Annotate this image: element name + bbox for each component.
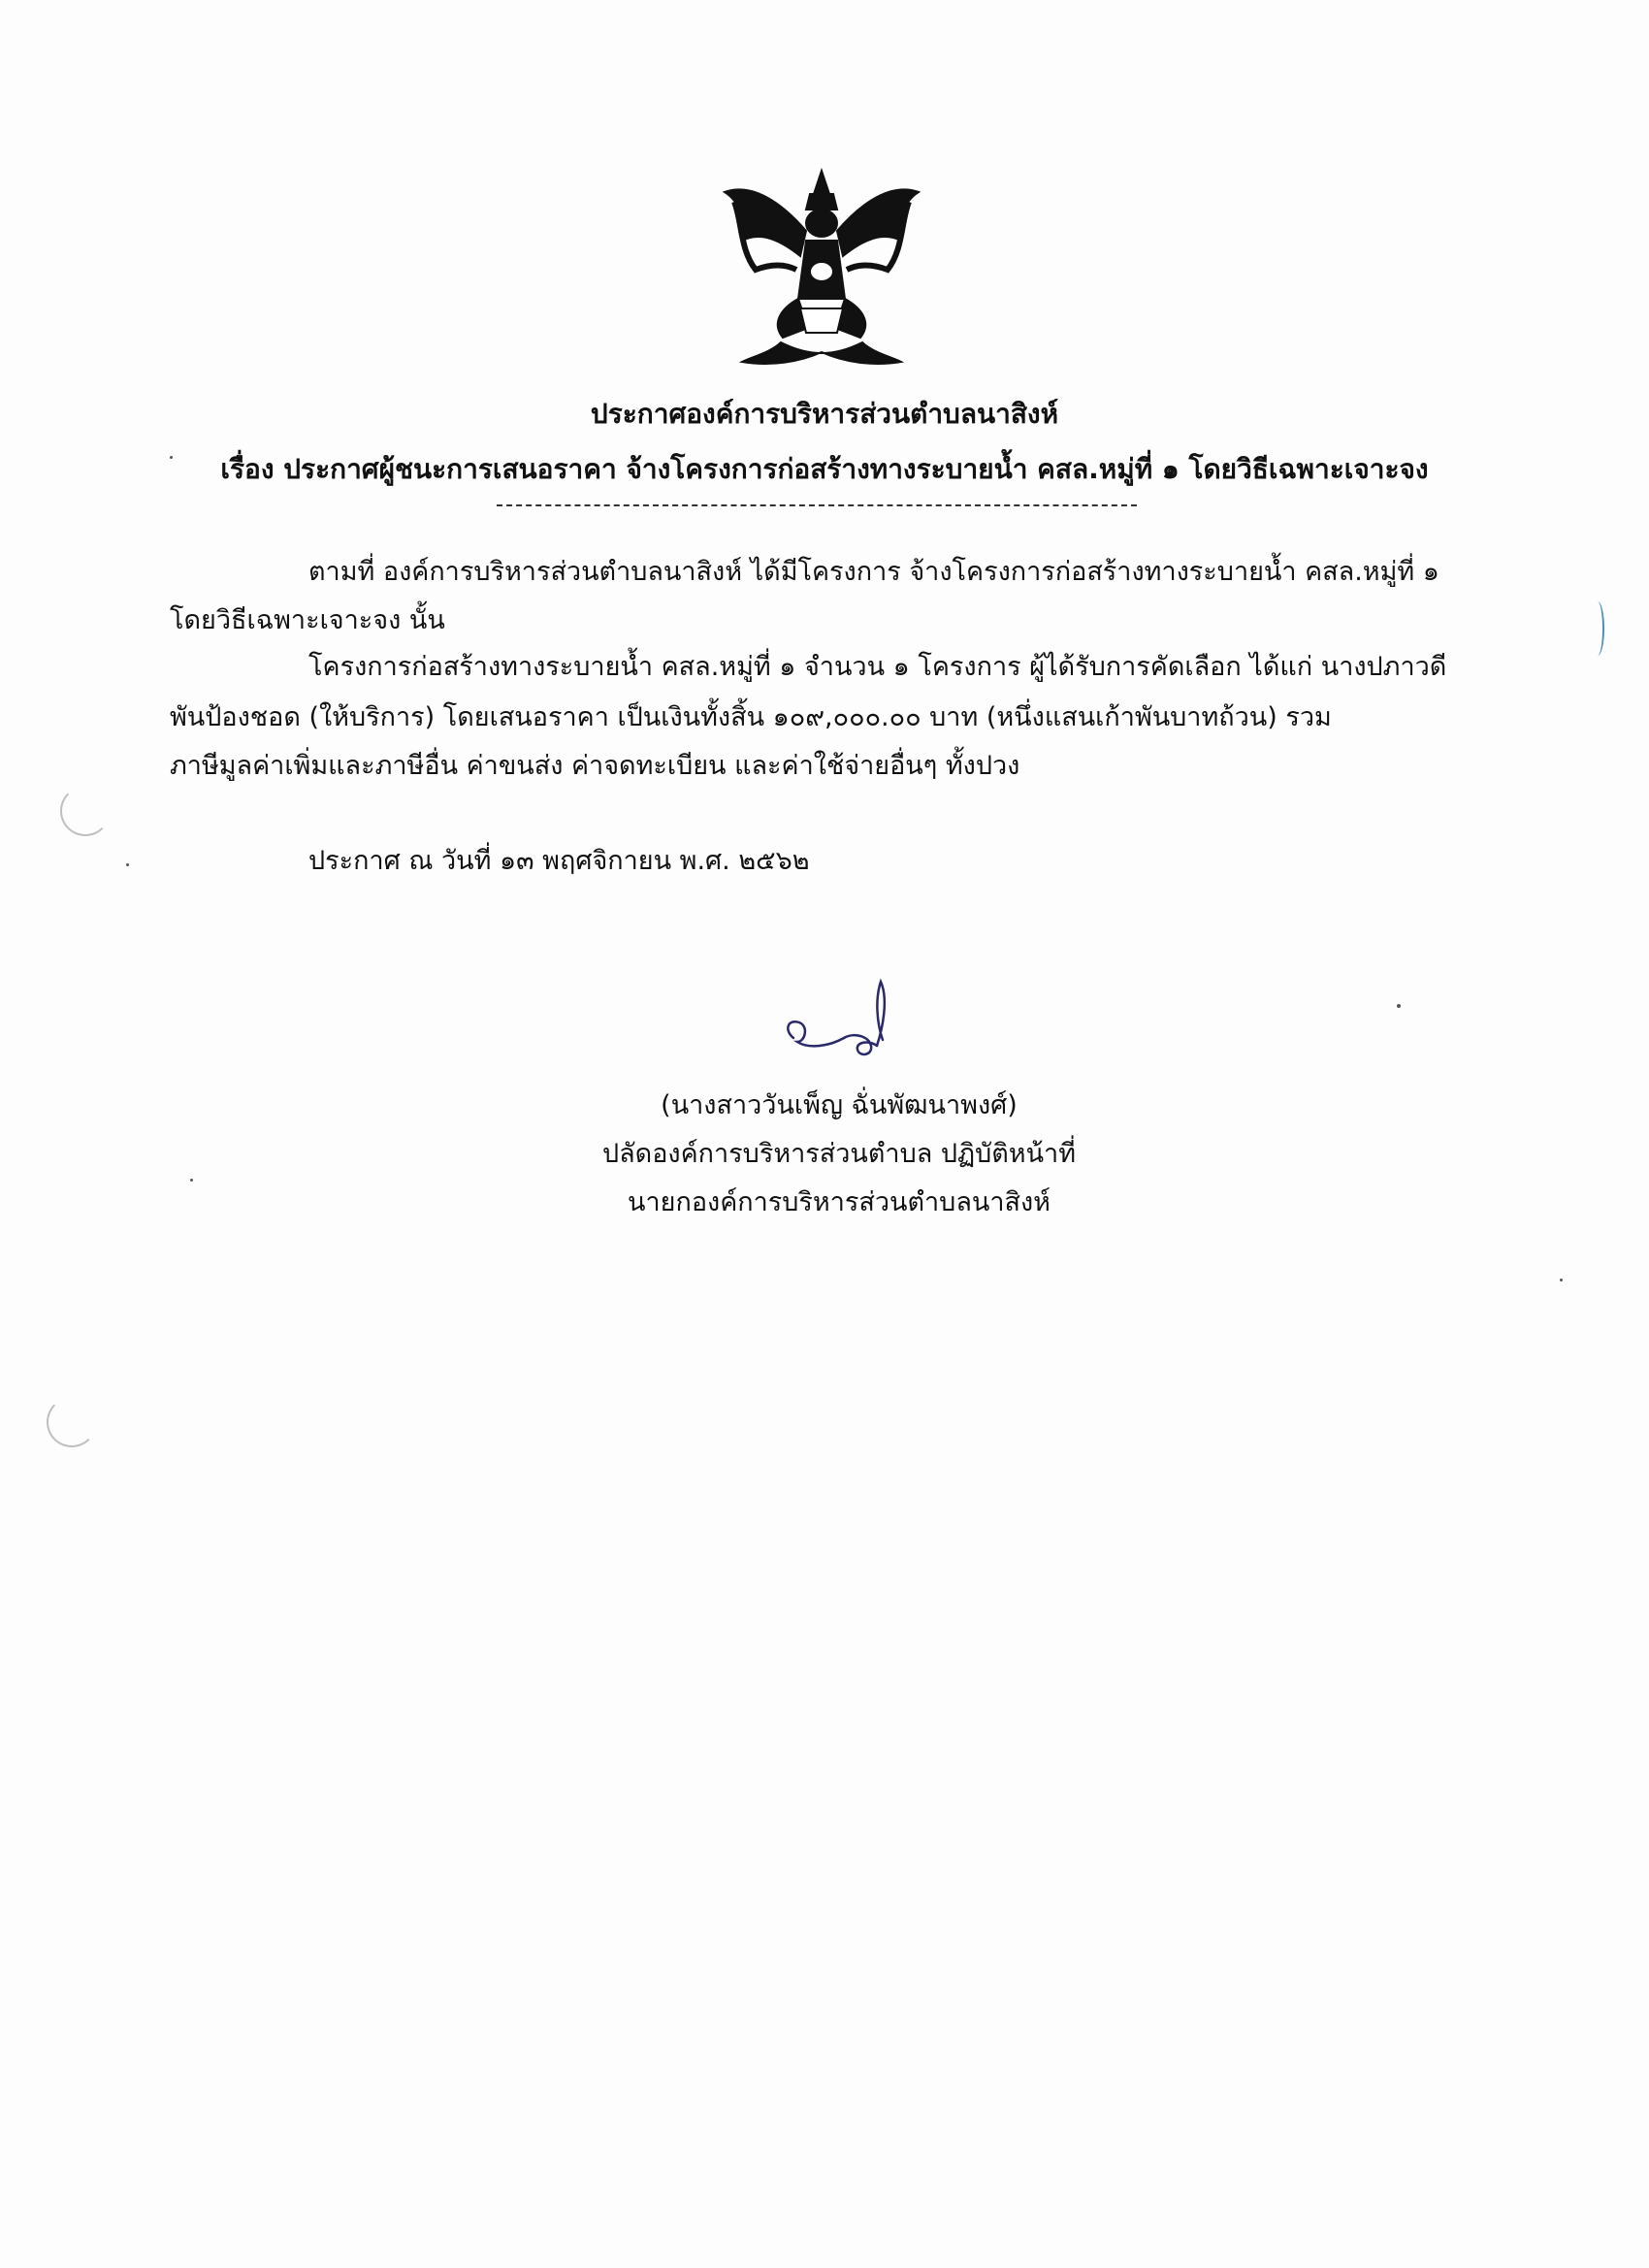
scan-speck [170, 456, 173, 459]
scan-speck [190, 1179, 193, 1182]
body-line-1: ตามที่ องค์การบริหารส่วนตำบลนาสิงห์ ได้มีโครงการ จ้างโครงการก่อสร้างทางระบายน้ำ คสล.หมู่ที่ ๑ [308, 557, 1439, 587]
handwritten-signature [776, 970, 912, 1072]
scan-speck [1397, 1004, 1401, 1008]
document-title: ประกาศองค์การบริหารส่วนตำบลนาสิงห์ [590, 398, 1059, 430]
garuda-emblem-icon [713, 163, 931, 376]
punch-hole-mark [47, 1397, 97, 1447]
scan-speck [1560, 1279, 1563, 1281]
body-line-3: โครงการก่อสร้างทางระบายน้ำ คสล.หมู่ที่ ๑ จำนวน ๑ โครงการ ผู้ได้รับการคัดเลือก ได้แก่ นางปภาวดี [308, 652, 1447, 682]
signer-position-1: ปลัดองค์การบริหารส่วนตำบล ปฏิบัติหน้าที่ [601, 1139, 1076, 1169]
scan-speck [126, 863, 129, 866]
signer-position-2: นายกองค์การบริหารส่วนตำบลนาสิงห์ [628, 1187, 1051, 1217]
body-line-4: พันป้องชอด (ให้บริการ) โดยเสนอราคา เป็นเงินทั้งสิ้น ๑๐๙,๐๐๐.๐๐ บาท (หนึ่งแสนเก้าพันบาทถ้วน) รวม [170, 702, 1332, 732]
punch-hole-mark [60, 786, 111, 836]
body-line-5: ภาษีมูลค่าเพิ่มและภาษีอื่น ค่าขนส่ง ค่าจดทะเบียน และค่าใช้จ่ายอื่นๆ ทั้งปวง [170, 751, 1020, 781]
announce-date: ประกาศ ณ วันที่ ๑๓ พฤศจิกายน พ.ศ. ๒๕๖๒ [308, 846, 810, 876]
edge-scan-mark [1591, 601, 1604, 656]
document-subject: เรื่อง ประกาศผู้ชนะการเสนอราคา จ้างโครงการก่อสร้างทางระบายน้ำ คสล.หมู่ที่ ๑ โดยวิธีเฉพาะเจาะจง [220, 453, 1429, 485]
dashed-divider [497, 504, 1137, 506]
signer-name: (นางสาววันเพ็ญ ฉั่นพัฒนาพงศ์) [661, 1090, 1018, 1120]
body-line-2: โดยวิธีเฉพาะเจาะจง นั้น [170, 605, 445, 635]
